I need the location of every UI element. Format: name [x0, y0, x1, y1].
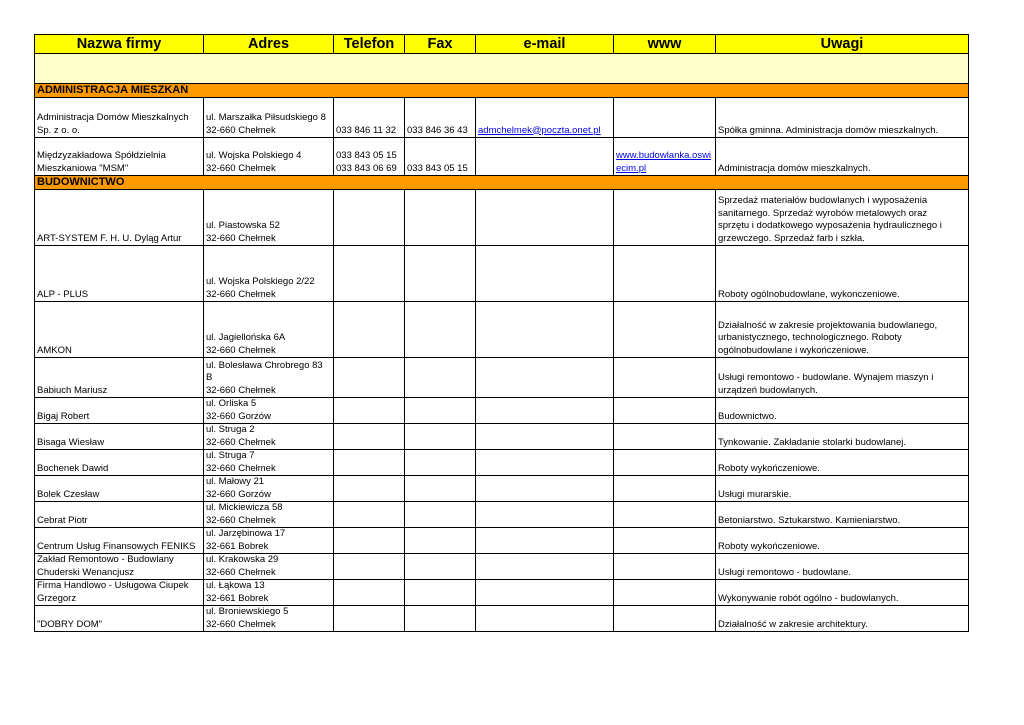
cell-fax: [405, 302, 476, 358]
cell-www: [614, 554, 716, 580]
cell-firma: Bisaga Wiesław: [35, 424, 204, 450]
cell-telefon: [334, 476, 405, 502]
cell-uwagi: Roboty wykończeniowe.: [716, 528, 969, 554]
cell-telefon: [334, 424, 405, 450]
section-title-bud: BUDOWNICTWO: [35, 176, 969, 190]
cell-www: [614, 246, 716, 302]
cell-fax: [405, 502, 476, 528]
cell-adres: ul. Struga 2 32-660 Chełmek: [204, 424, 334, 450]
cell-email: [476, 606, 614, 632]
cell-fax: [405, 606, 476, 632]
table-row: [35, 502, 969, 528]
cell-adres: ul. Struga 7 32-660 Chełmek: [204, 450, 334, 476]
cell-telefon: [334, 502, 405, 528]
cell-telefon: [334, 606, 405, 632]
cell-firma: Firma Handlowo - Usługowa Ciupek Grzegorz: [35, 580, 204, 606]
cell-uwagi: Roboty ogólnobudowlane, wykonczeniowe.: [716, 246, 969, 302]
cell-firma: Zakład Remontowo - Budowlany Chuderski Wenancjusz: [35, 554, 204, 580]
cell-www: [614, 528, 716, 554]
cell-email: [476, 358, 614, 398]
table-row: [35, 580, 969, 606]
cell-email: [476, 476, 614, 502]
cell-www: [614, 190, 716, 246]
cell-fax: 033 843 05 15: [405, 138, 476, 176]
cell-www: [614, 606, 716, 632]
table-row: [35, 302, 969, 358]
cell-firma: "DOBRY DOM": [35, 606, 204, 632]
section-title-admin: ADMINISTRACJA MIESZKAŃ: [35, 84, 969, 98]
cell-fax: [405, 580, 476, 606]
table-row: [35, 476, 969, 502]
header-adres: Adres: [204, 35, 334, 54]
table-row: [35, 190, 969, 246]
cell-www: [614, 502, 716, 528]
cell-fax: [405, 554, 476, 580]
cell-firma: Centrum Usług Finansowych FENIKS: [35, 528, 204, 554]
cell-firma: ALP - PLUS: [35, 246, 204, 302]
cell-firma: Międzyzakładowa Spółdzielnia Mieszkaniowa "MSM": [35, 138, 204, 176]
cell-telefon: [334, 246, 405, 302]
cell-telefon: [334, 358, 405, 398]
cell-telefon: [334, 398, 405, 424]
cell-adres: ul. Łąkowa 13 32-661 Bobrek: [204, 580, 334, 606]
cell-email: [476, 554, 614, 580]
cell-uwagi: Usługi murarskie.: [716, 476, 969, 502]
table-row: [35, 606, 969, 632]
cell-fax: [405, 190, 476, 246]
company-table: [34, 34, 969, 632]
cell-telefon: [334, 450, 405, 476]
cell-adres: ul. Marszałka Piłsudskiego 8 32-660 Chełmek: [204, 98, 334, 138]
header-email: e-mail: [476, 35, 614, 54]
cell-telefon: [334, 302, 405, 358]
cell-fax: [405, 528, 476, 554]
cell-firma: Bolek Czesław: [35, 476, 204, 502]
cell-fax: [405, 398, 476, 424]
cell-firma: Bigaj Robert: [35, 398, 204, 424]
table-row: [35, 246, 969, 302]
table-row: [35, 138, 969, 176]
cell-adres: ul. Jagiellońska 6A 32-660 Chełmek: [204, 302, 334, 358]
cell-www: [614, 398, 716, 424]
cell-adres: ul. Krakowska 29 32-660 Chełmek: [204, 554, 334, 580]
header-row: [35, 35, 969, 54]
cell-telefon: [334, 554, 405, 580]
blank-row: [35, 54, 969, 84]
cell-email: [476, 302, 614, 358]
www-link[interactable]: www.budowlanka.oswi ecim.pl: [616, 150, 712, 174]
header-firma: Nazwa firmy: [35, 35, 204, 54]
cell-uwagi: Wykonywanie robót ogólno - budowlanych.: [716, 580, 969, 606]
cell-www: [614, 98, 716, 138]
cell-fax: [405, 450, 476, 476]
cell-adres: ul. Mickiewicza 58 32-660 Chełmek: [204, 502, 334, 528]
table-row: [35, 554, 969, 580]
cell-uwagi: Działalność w zakresie projektowania budowlanego, urbanistycznego, technologicznego. Roboty ogólnobudowlane i wykończeniowe.: [716, 302, 969, 358]
cell-firma: ART-SYSTEM F. H. U. Dyląg Artur: [35, 190, 204, 246]
cell-fax: [405, 476, 476, 502]
cell-adres: ul. Piastowska 52 32-660 Chełmek: [204, 190, 334, 246]
cell-www: [614, 424, 716, 450]
email-link[interactable]: admchelmek@poczta.onet.pl: [478, 124, 601, 136]
cell-firma: Administracja Domów Mieszkalnych Sp. z o. o.: [35, 98, 204, 138]
section-row-bud: [35, 176, 969, 190]
cell-fax: 033 846 36 43: [405, 98, 476, 138]
header-fax: Fax: [405, 35, 476, 54]
table-row: [35, 528, 969, 554]
cell-email: [476, 502, 614, 528]
cell-www: [614, 302, 716, 358]
cell-uwagi: Roboty wykończeniowe.: [716, 450, 969, 476]
cell-uwagi: Spółka gminna. Administracja domów mieszkalnych.: [716, 98, 969, 138]
cell-email: [476, 190, 614, 246]
cell-uwagi: Administracja domów mieszkalnych.: [716, 138, 969, 176]
table-row: [35, 424, 969, 450]
cell-email: [476, 138, 614, 176]
cell-uwagi: Betoniarstwo. Sztukarstwo. Kamieniarstwo.: [716, 502, 969, 528]
cell-telefon: 033 846 11 32: [334, 98, 405, 138]
cell-telefon: [334, 528, 405, 554]
cell-fax: [405, 358, 476, 398]
cell-www: [614, 580, 716, 606]
cell-adres: ul. Jarzębinowa 17 32-661 Bobrek: [204, 528, 334, 554]
cell-telefon: [334, 190, 405, 246]
section-row-admin: [35, 84, 969, 98]
cell-www: [614, 450, 716, 476]
cell-www: [614, 138, 716, 176]
cell-email: [476, 246, 614, 302]
table-row: [35, 398, 969, 424]
cell-firma: Cebrat Piotr: [35, 502, 204, 528]
table-row: [35, 358, 969, 398]
cell-uwagi: Budownictwo.: [716, 398, 969, 424]
cell-adres: ul. Wojska Polskiego 2/22 32-660 Chełmek: [204, 246, 334, 302]
cell-email: [476, 580, 614, 606]
cell-adres: ul. Orliska 5 32-660 Gorzów: [204, 398, 334, 424]
cell-email: [476, 98, 614, 138]
cell-email: [476, 398, 614, 424]
header-uwagi: Uwagi: [716, 35, 969, 54]
blank-cell: [35, 54, 969, 84]
cell-adres: ul. Bolesława Chrobrego 83 B 32-660 Chełmek: [204, 358, 334, 398]
table-row: [35, 450, 969, 476]
cell-firma: Babiuch Mariusz: [35, 358, 204, 398]
cell-email: [476, 450, 614, 476]
cell-uwagi: Działalność w zakresie architektury.: [716, 606, 969, 632]
cell-uwagi: Usługi remontowo - budowlane. Wynajem maszyn i urządzeń budowlanych.: [716, 358, 969, 398]
cell-uwagi: Sprzedaż materiałów budowlanych i wyposażenia sanitarnego. Sprzedaż wyrobów metalowych oraz sprzętu i dodatkowego wyposażenia hydraulicznego i grzewczego. Sprzedaż farb i szkła.: [716, 190, 969, 246]
cell-fax: [405, 246, 476, 302]
cell-telefon: [334, 580, 405, 606]
header-www: www: [614, 35, 716, 54]
cell-email: [476, 528, 614, 554]
cell-firma: Bochenek Dawid: [35, 450, 204, 476]
cell-adres: ul. Wojska Polskiego 4 32-660 Chełmek: [204, 138, 334, 176]
table-row: [35, 98, 969, 138]
cell-adres: ul. Broniewskiego 5 32-660 Chełmek: [204, 606, 334, 632]
cell-firma: AMKON: [35, 302, 204, 358]
cell-adres: ul. Małowy 21 32-660 Gorzów: [204, 476, 334, 502]
cell-telefon: 033 843 05 15 033 843 06 69: [334, 138, 405, 176]
cell-uwagi: Tynkowanie. Zakładanie stolarki budowlanej.: [716, 424, 969, 450]
cell-uwagi: Usługi remontowo - budowlane.: [716, 554, 969, 580]
cell-fax: [405, 424, 476, 450]
cell-www: [614, 476, 716, 502]
header-telefon: Telefon: [334, 35, 405, 54]
cell-email: [476, 424, 614, 450]
cell-www: [614, 358, 716, 398]
